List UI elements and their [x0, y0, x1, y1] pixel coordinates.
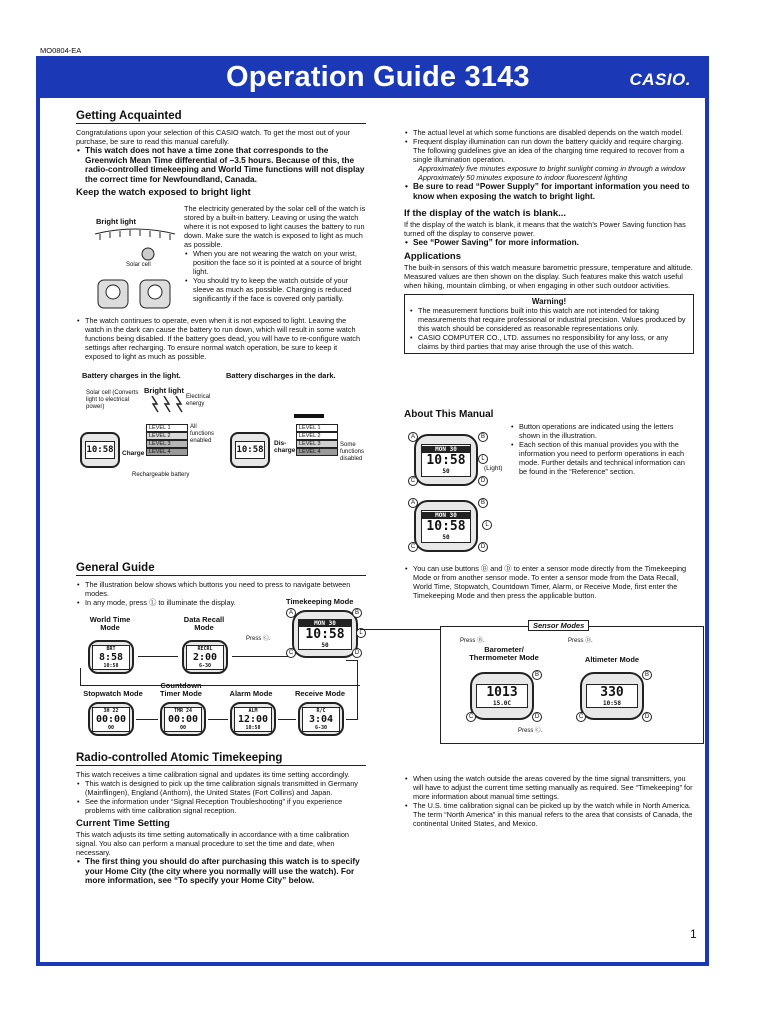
- applications-text: The built-in sensors of this watch measure barometric pressure, temperature and altitude. Measured values are then shown on the display. Such features make this watch useful when hiking, mountain climbing, or when engaging in other such outdoor activities.: [404, 262, 693, 290]
- general-guide-heading: General Guide: [76, 564, 366, 576]
- bar-button-d-icon: D: [532, 712, 542, 722]
- button-c2-icon: C: [408, 542, 418, 552]
- rc-time: 3:04: [308, 713, 334, 725]
- alt-time: 330: [600, 685, 624, 700]
- about-bullet-1: • Button operations are indicated using the letters shown in the illustration.: [510, 422, 690, 440]
- cts-text: This watch adjusts its time setting automatically in accordance with a time calibration signal. You also can perform a manual procedure to set the time and date, when necessary.: [76, 830, 349, 857]
- italic-note-2: Approximately 50 minutes exposure to indoor fluorescent lighting: [418, 173, 628, 182]
- discharge-level-1: LEVEL 1: [296, 424, 338, 432]
- radio-right-bullet-2: • The U.S. time calibration signal can be picked up by the watch while in North America. The term “North America” in this manual refers to the area that consists of Canada, the continental United States, and Mexico.: [404, 801, 694, 828]
- blank-text: If the display of the watch is blank, it means that the watch’s Power Saving function has turned off the display to conserve power.: [404, 220, 686, 238]
- page-header: [40, 60, 705, 98]
- discharge-level-4: LEVEL 4: [296, 448, 338, 456]
- tk-button-b-icon: B: [352, 608, 362, 618]
- button-c-icon: C: [408, 476, 418, 486]
- timekeeping-display: [298, 619, 352, 650]
- alarm-label: Alarm Mode: [229, 689, 273, 698]
- light-heading: Keep the watch exposed to bright light: [76, 187, 251, 198]
- alt-button-c-icon: C: [576, 712, 586, 722]
- rc-top: R/C: [316, 707, 326, 714]
- cts-heading: Current Time Setting: [76, 818, 170, 829]
- receive-watch: [298, 702, 344, 736]
- casio-logo: CASIO.: [629, 70, 691, 89]
- guide-bullet-1: • The illustration below shows which buttons you need to press to navigate between modes.: [76, 580, 366, 598]
- about-watch-1-time: 10:58: [426, 452, 466, 468]
- charge-level-3: LEVEL 3: [146, 440, 188, 448]
- warning-title: Warning!: [531, 296, 567, 306]
- about-heading: About This Manual: [404, 409, 494, 420]
- world-time-display: [92, 645, 130, 670]
- about-watch-1-display: [421, 444, 471, 477]
- button-d2-icon: D: [478, 542, 488, 552]
- tk-button-c-icon: C: [286, 648, 296, 658]
- right-bullet-1: • The actual level at which some functions are disabled depends on the watch model.: [404, 128, 694, 137]
- sensor-press-c: Press Ⓒ.: [518, 728, 543, 734]
- button-a2-icon: A: [408, 498, 418, 508]
- radio-heading: Radio-controlled Atomic Timekeeping: [76, 754, 366, 766]
- ct-time: 00:00: [167, 713, 199, 725]
- tk-top: MON 30: [299, 620, 351, 627]
- light-text: The electricity generated by the solar cell of the watch is stored by a built-in battery. Leaving or using the watch where it is not exposed to light causes the battery to run down. Make sure the watch is exposed to light as much as possible.: [184, 204, 366, 249]
- about-watch-1-top: MON 30: [422, 446, 470, 453]
- charge-watch-illustration: [80, 432, 120, 468]
- discharge-text: Dis-charge: [274, 440, 296, 454]
- all-functions-label: All functions enabled: [190, 424, 215, 444]
- light-text-block: [184, 204, 366, 303]
- tk-button-d-icon: D: [352, 648, 362, 658]
- button-b2-icon: B: [478, 498, 488, 508]
- about-watch-2-time: 10:58: [426, 518, 466, 534]
- al-time: 12:00: [237, 713, 269, 725]
- sw-time: 00:00: [95, 713, 127, 725]
- radio-intro: This watch receives a time calibration signal and updates its time setting accordingly.: [76, 770, 350, 779]
- charge-level-2: LEVEL 2: [146, 432, 188, 440]
- altimeter-display: [586, 684, 638, 708]
- radio-bullet-1: • This watch is designed to pick up the time calibration signals transmitted in Germany (Mainflingen), England (Anthorn), the United States (Fort Collins) and Japan.: [76, 779, 366, 797]
- alarm-watch: [230, 702, 276, 736]
- electrical-energy-label: Electrical energy: [186, 394, 211, 407]
- tk-button-l-icon: L: [356, 628, 366, 638]
- bar-button-c-icon: C: [466, 712, 476, 722]
- discharge-watch-illustration: [230, 432, 270, 468]
- timekeeping-mode-label: Timekeeping Mode: [286, 597, 354, 606]
- page-number: 1: [690, 927, 697, 941]
- continue-block: [76, 316, 366, 361]
- right-bullet-2: • Frequent display illumination can run down the battery quickly and require charging. The following guidelines give an idea of the charging time required to recover from a single illumination operation.: [404, 137, 694, 164]
- dr-sub: 6-30: [198, 662, 212, 669]
- tk-sec: 50: [321, 641, 329, 649]
- arrow-al-rc: [278, 719, 296, 720]
- countdown-label: Countdown Timer Mode: [160, 681, 202, 698]
- press-d-label: Press Ⓓ.: [568, 638, 593, 644]
- charge-level-4: LEVEL 4: [146, 448, 188, 456]
- page-title: Operation Guide 3143: [226, 61, 530, 93]
- alt-button-b-icon: B: [642, 670, 652, 680]
- about-watch-2-sec: 50: [442, 533, 450, 541]
- applications-heading: Applications: [404, 250, 462, 262]
- button-b-icon: B: [478, 432, 488, 442]
- radio-right-bullet-1: • When using the watch outside the areas covered by the time signal transmitters, you will have to adjust the current time setting manually as required. See “Timekeeping” for more information about manual time settings.: [404, 774, 694, 801]
- barometer-label: Barometer/ Thermometer Mode: [469, 645, 539, 662]
- arrow-tk-to-dr: [232, 656, 288, 657]
- radio-right-block: [404, 774, 694, 828]
- bar-sub: 15.0C: [492, 700, 512, 707]
- barometer-display: [476, 684, 528, 708]
- al-top: ALM: [248, 707, 258, 714]
- about-watch-1: [414, 434, 478, 486]
- italic-note-1: Approximately five minutes exposure to bright sunlight coming in through a window: [418, 164, 686, 173]
- discharge-watch-display: 10:58: [235, 441, 265, 459]
- dr-time: 2:00: [192, 651, 218, 663]
- arrow-dr-to-wt: [138, 656, 178, 657]
- wt-time: 8:58: [98, 651, 124, 663]
- warning-box: [404, 294, 694, 354]
- lightning-icon: [148, 396, 188, 414]
- radio-bullet-2: • See the information under “Signal Reception Troubleshooting” if you experience problems with time calibration signal reception.: [76, 797, 366, 815]
- button-l-icon: L: [478, 454, 488, 464]
- countdown-display: [164, 707, 202, 732]
- about-text-block: [510, 422, 690, 476]
- world-time-label: World Time Mode: [89, 615, 131, 632]
- bar-button-b-icon: B: [532, 670, 542, 680]
- getting-acquainted-section: [76, 112, 366, 199]
- wrist-illustration-icon: [96, 278, 176, 310]
- rechargeable-battery-label: Rechargeable battery: [132, 472, 190, 478]
- dark-bar: [294, 414, 324, 418]
- timekeeping-watch: [292, 610, 358, 658]
- receive-display: [302, 707, 340, 732]
- warning-bullet-1: • The measurement functions built into this watch are not intended for taking measurements that require professional or industrial precision. Values produced by this watch should be considered as reasonable representations only.: [409, 306, 689, 333]
- blank-heading: If the display of the watch is blank...: [404, 208, 567, 219]
- data-recall-label: Data Recall Mode: [183, 615, 225, 632]
- arrow-ct-al: [208, 719, 228, 720]
- tk-time: 10:58: [305, 626, 345, 642]
- countdown-watch: [160, 702, 206, 736]
- about-watch-2: [414, 500, 478, 552]
- solar-cell-note: Solar cell (Converts light to electrical power): [86, 390, 139, 410]
- al-sub: 10:58: [245, 724, 261, 731]
- charge-level-1: LEVEL 1: [146, 424, 188, 432]
- data-recall-display: [186, 645, 224, 670]
- discharge-level-2: LEVEL 2: [296, 432, 338, 440]
- light-bullet-1: • When you are not wearing the watch on your wrist, position the face so it is pointed at a source of bright light.: [184, 249, 366, 276]
- dr-top: RECRL: [197, 645, 213, 652]
- sun-rays-icon: [90, 226, 180, 286]
- bar-time: 1013: [486, 685, 518, 700]
- button-l2-icon: L: [482, 520, 492, 530]
- button-a-icon: A: [408, 432, 418, 442]
- document-code: MO0804-EA: [40, 46, 82, 55]
- timezone-note: • This watch does not have a time zone that corresponds to the Greenwich Mean Time differential of –3.5 hours. Because of this, the radio-controlled timekeeping and World Time functions will not display the correct time for Newfoundland, Canada.: [76, 146, 366, 184]
- power-supply-note: • Be sure to read “Power Supply” for important information you need to know when exposing the watch to bright light.: [404, 182, 694, 201]
- bright-light-label: Bright light: [96, 217, 136, 226]
- tk-button-a-icon: A: [286, 608, 296, 618]
- guide-press-c: Press Ⓒ.: [246, 636, 271, 642]
- wt-top: BRT: [106, 645, 116, 652]
- alt-button-d-icon: D: [642, 712, 652, 722]
- warning-bullet-2: • CASIO COMPUTER CO., LTD. assumes no responsibility for any loss, or any claims by third parties that may arise through the use of this watch.: [409, 333, 689, 351]
- charge-watch-display: 10:58: [85, 441, 115, 459]
- press-b-label: Press Ⓑ.: [460, 638, 485, 644]
- light-label: (Light): [484, 465, 503, 472]
- intro-text: Congratulations upon your selection of this CASIO watch. To get the most out of your purchase, be sure to read this manual carefully.: [76, 128, 351, 146]
- button-d-icon: D: [478, 476, 488, 486]
- stopwatch-label: Stopwatch Mode: [83, 689, 143, 698]
- cts-bold: • The first thing you should do after purchasing this watch is to specify your Home City (the city where you normally will use the watch). For more information, see “To specify your Home City” below.: [76, 857, 366, 886]
- ct-top: TMR 24: [173, 707, 193, 714]
- getting-acquainted-heading: Getting Acquainted: [76, 112, 366, 124]
- sw-top: 3H 22: [103, 707, 119, 714]
- ct-sub: 00: [179, 724, 187, 731]
- power-saving-note: • See “Power Saving” for more information.: [404, 238, 694, 248]
- arrow-tk-sensor: [360, 629, 440, 630]
- wt-sub: 10:58: [103, 662, 119, 669]
- stopwatch-display: [92, 707, 130, 732]
- barometer-watch: [470, 672, 534, 720]
- about-watch-2-top: MON 30: [422, 512, 470, 519]
- altimeter-label: Altimeter Mode: [584, 655, 640, 664]
- radio-section: [76, 754, 366, 886]
- about-watch-2-display: [421, 510, 471, 543]
- arrow-sw-ct: [136, 719, 158, 720]
- sensor-modes-title: Sensor Modes: [528, 620, 589, 631]
- charge-text: Charge: [122, 450, 145, 457]
- arrow-wt-sw: [80, 668, 360, 686]
- about-bullet-2: • Each section of this manual provides you with the information you need to perform operations in each mode. Further details and technical information can be found in the “Reference” section.: [510, 440, 690, 476]
- continue-bullet: • The watch continues to operate, even when it is not exposed to light. Leaving the watch in the dark can cause the battery to run down, which will result in some watch functions being disabled. If the battery goes dead, you will have to re-configure watch settings after recharging. To ensure normal watch operation, be sure to keep it exposed to light as much as possible.: [76, 316, 366, 361]
- solar-cell-label: Solar cell: [126, 262, 151, 268]
- discharge-level-3: LEVEL 3: [296, 440, 338, 448]
- light-bullet-2: • You should try to keep the watch outside of your sleeve as much as possible. Charging is reduced significantly if the face is covered only partially.: [184, 276, 366, 303]
- discharge-label: Battery discharges in the dark.: [226, 371, 336, 380]
- altimeter-watch: [580, 672, 644, 720]
- about-watch-1-sec: 50: [442, 467, 450, 475]
- rc-sub: 6-30: [314, 724, 328, 731]
- alt-sub: 10:58: [602, 700, 622, 707]
- guide-right-block: [404, 564, 694, 600]
- right-top-section: [404, 128, 694, 354]
- some-functions-label: Some functions disabled: [340, 442, 365, 462]
- guide-bullet-2: • In any mode, press Ⓛ to illuminate the display.: [76, 598, 366, 607]
- charge-label: Battery charges in the light.: [82, 371, 181, 380]
- sw-sub: 00: [107, 724, 115, 731]
- guide-right-bullet: • You can use buttons Ⓑ and Ⓓ to enter a sensor mode directly from the Timekeeping Mode or from another sensor mode. To enter a sensor mode from the Data Recall, World Time, Stopwatch, Countdown Timer, Alarm, or Receive Mode, first enter the Timekeeping Mode and then press the applicable button.: [404, 564, 694, 600]
- diagram-bright-light: Bright light: [144, 386, 184, 395]
- page-frame: [36, 56, 709, 966]
- stopwatch-watch: [88, 702, 134, 736]
- receive-label: Receive Mode: [294, 689, 346, 698]
- alarm-display: [234, 707, 272, 732]
